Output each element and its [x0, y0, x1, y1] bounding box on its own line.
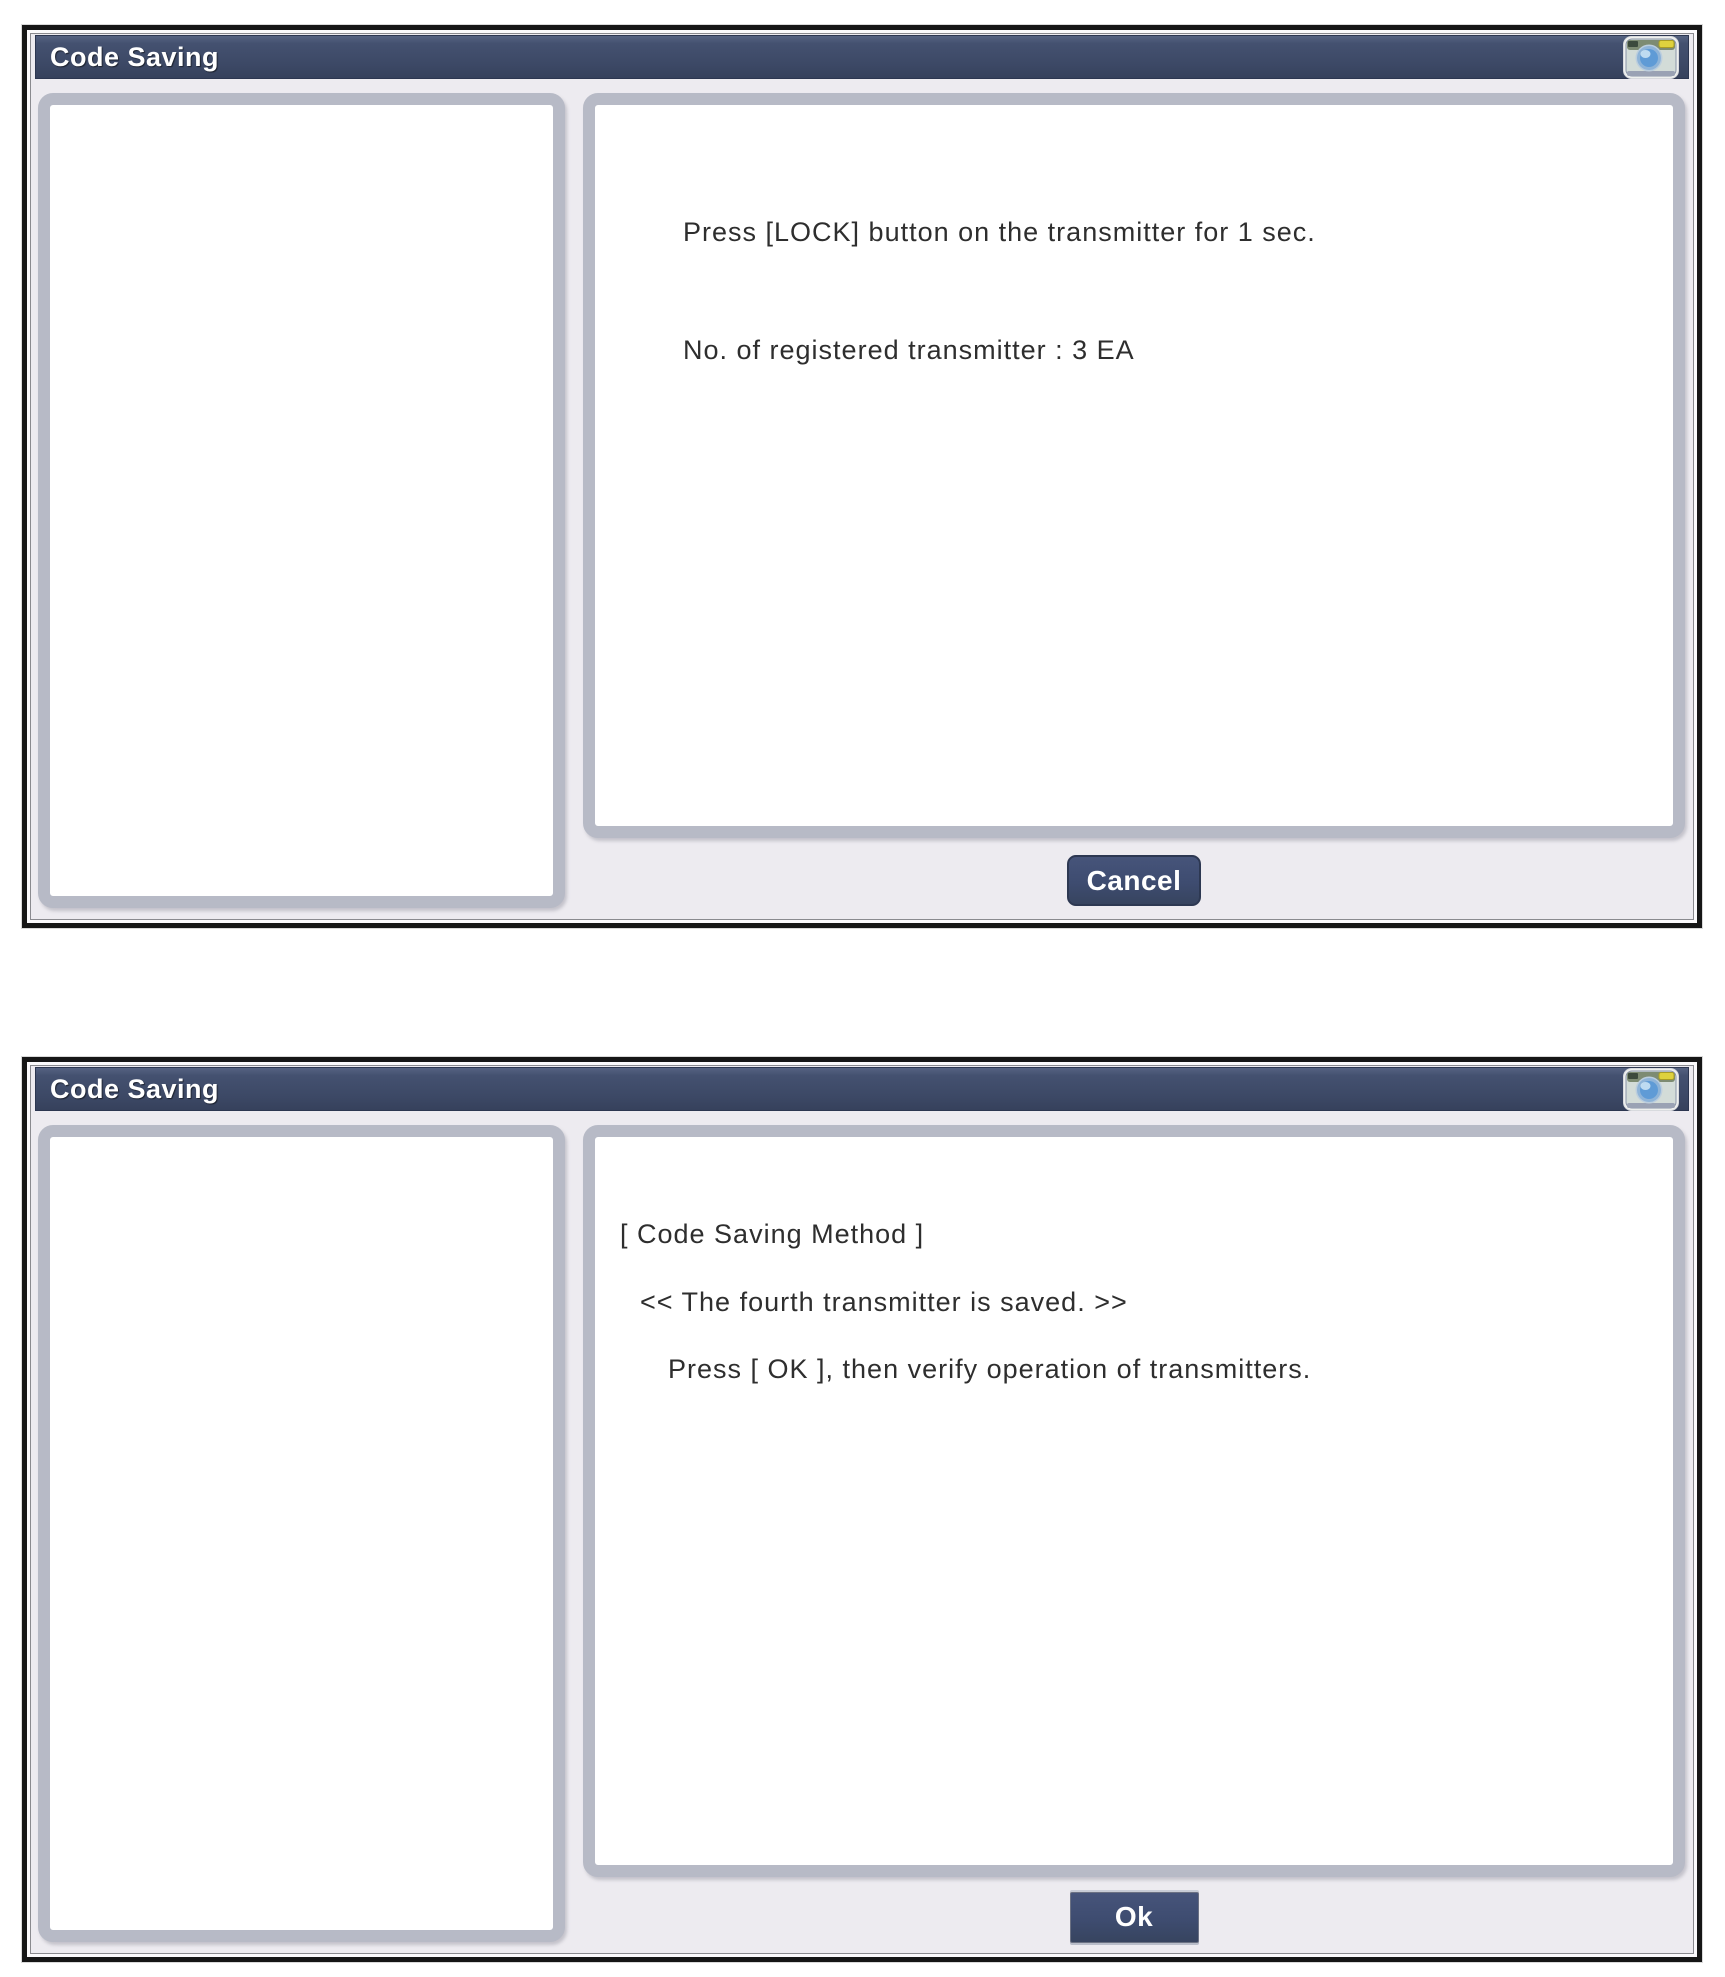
message-line: [ Code Saving Method ]	[620, 1219, 925, 1249]
left-blank-panel	[38, 93, 565, 908]
message-line: No. of registered transmitter : 3 EA	[683, 335, 1135, 365]
dialog-title: Code Saving	[50, 41, 220, 72]
button-row	[583, 1877, 1685, 1957]
right-column	[583, 1125, 1685, 1957]
camera-icon[interactable]	[1622, 36, 1680, 80]
dialog-body	[27, 1111, 1697, 1957]
camera-icon-glyph	[1623, 36, 1679, 79]
message-line: Press [LOCK] button on the transmitter for 1 sec.	[683, 217, 1316, 247]
ok-button[interactable]: Ok	[1070, 1892, 1199, 1943]
camera-icon-glyph	[1623, 1068, 1679, 1111]
message-line: Press [ OK ], then verify operation of transmitters.	[668, 1354, 1312, 1384]
message-panel	[583, 93, 1685, 838]
dialog-title: Code Saving	[50, 1073, 220, 1104]
title-bar	[35, 1067, 1689, 1111]
code-saving-dialog-top	[22, 25, 1702, 928]
message-line: << The fourth transmitter is saved. >>	[640, 1287, 1128, 1317]
cancel-button[interactable]: Cancel	[1067, 855, 1202, 906]
right-column	[583, 93, 1685, 923]
dialog-body	[27, 79, 1697, 923]
code-saving-dialog-bottom	[22, 1057, 1702, 1962]
title-bar	[35, 35, 1689, 79]
message-panel	[583, 1125, 1685, 1877]
left-blank-panel	[38, 1125, 565, 1942]
camera-icon[interactable]	[1622, 1068, 1680, 1112]
button-row	[583, 838, 1685, 923]
